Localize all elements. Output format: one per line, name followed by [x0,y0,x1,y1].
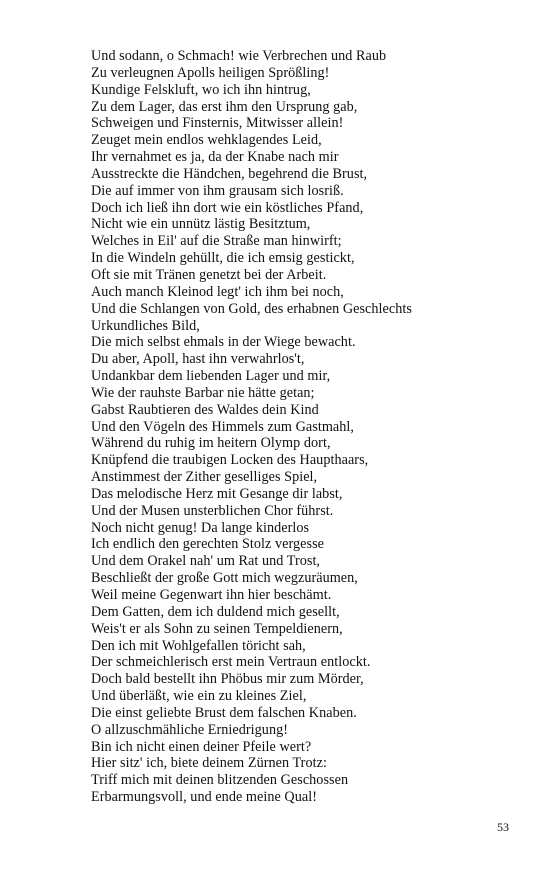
poem-line: Während du ruhig im heitern Olymp dort, [91,435,331,452]
poem-line: Triff mich mit deinen blitzenden Geschossen [91,772,349,789]
poem-line: Du aber, Apoll, hast ihn verwahrlos't, [91,351,305,368]
poem-line: Zu dem Lager, das erst ihm den Ursprung gab, [91,98,358,115]
poem-line: Das melodische Herz mit Gesange dir labst, [91,485,343,502]
poem-line: Oft sie mit Tränen genetzt bei der Arbeit. [91,266,327,283]
poem-line: Weil meine Gegenwart ihn hier beschämt. [91,587,332,603]
poem-line: Ich endlich den gerechten Stolz vergesse [91,536,324,553]
poem-line: Ihr vernahmet es ja, da der Knabe nach mir [91,149,339,166]
poem-line: In die Windeln gehüllt, die ich emsig gestickt, [91,250,355,267]
poem-line: Die auf immer von ihm grausam sich losriß. [91,182,344,199]
poem-line: Welches in Eil' auf die Straße man hinwirft; [91,233,342,250]
poem-line: Doch bald bestellt ihn Phöbus mir zum Mörder, [91,671,364,688]
poem-line: Beschließt der große Gott mich wegzuräumen, [91,570,358,587]
poem-line: Nicht wie ein unnütz lästig Besitztum, [91,216,311,233]
poem-line: Zu verleugnen Apolls heiligen Sprößling! [91,64,330,81]
poem-line: Ausstreckte die Händchen, begehrend die Brust, [91,165,368,182]
poem-line: Kundige Felskluft, wo ich ihn hintrug, [91,81,311,98]
poem-line: Zeuget mein endlos wehklagendes Leid, [91,132,322,149]
poem-line: Knüpfend die traubigen Locken des Haupthaars, [91,452,369,469]
poem-line: Erbarmungsvoll, und ende meine Qual! [91,789,317,806]
poem-line: Schweigen und Finsternis, Mitwisser allein! [91,115,344,132]
page-number: 53 [497,820,509,834]
poem-line: Und dem Orakel nah' um Rat und Trost, [91,553,321,570]
poem-line: Der schmeichlerisch erst mein Vertraun entlockt. [91,654,371,671]
poem-line: Bin ich nicht einen deiner Pfeile wert? [91,738,312,755]
poem-line: Anstimmest der Zither geselliges Spiel, [91,469,318,486]
poem-line: Undankbar dem liebenden Lager und mir, [91,368,331,385]
poem-line: Den ich mit Wohlgefallen töricht sah, [91,637,306,654]
poem-line: Und überläßt, wie ein zu kleines Ziel, [91,688,307,705]
poem-line: Und der Musen unsterblichen Chor führst. [91,502,334,519]
poem-line: Auch manch Kleinod legt' ich ihm bei noch, [91,283,344,300]
poem-line: Dem Gatten, dem ich duldend mich gesellt, [91,603,340,620]
poem-line: Urkundliches Bild, [91,317,200,334]
poem-line: Gabst Raubtieren des Waldes dein Kind [91,401,319,418]
poem-line: Wie der rauhste Barbar nie hätte getan; [91,384,315,401]
poem-line: Doch ich ließ ihn dort wie ein köstliches Pfand, [91,199,364,216]
poem-line: Noch nicht genug! Da lange kinderlos [91,519,310,536]
poem-text [91,48,412,806]
poem-line: O allzuschmähliche Erniedrigung! [91,721,289,738]
poem-line: Und sodann, o Schmach! wie Verbrechen und Raub [91,48,387,64]
poem-line: Die einst geliebte Brust dem falschen Knaben. [91,704,357,721]
poem-line: Die mich selbst ehmals in der Wiege bewacht. [91,334,356,351]
poem-line: Weis't er als Sohn zu seinen Tempeldienern, [91,620,343,637]
poem-line: Und den Vögeln des Himmels zum Gastmahl, [91,418,354,435]
poem-line: Und die Schlangen von Gold, des erhabnen Geschlechts [91,300,412,317]
poem-line: Hier sitz' ich, biete deinem Zürnen Trotz: [91,755,327,772]
